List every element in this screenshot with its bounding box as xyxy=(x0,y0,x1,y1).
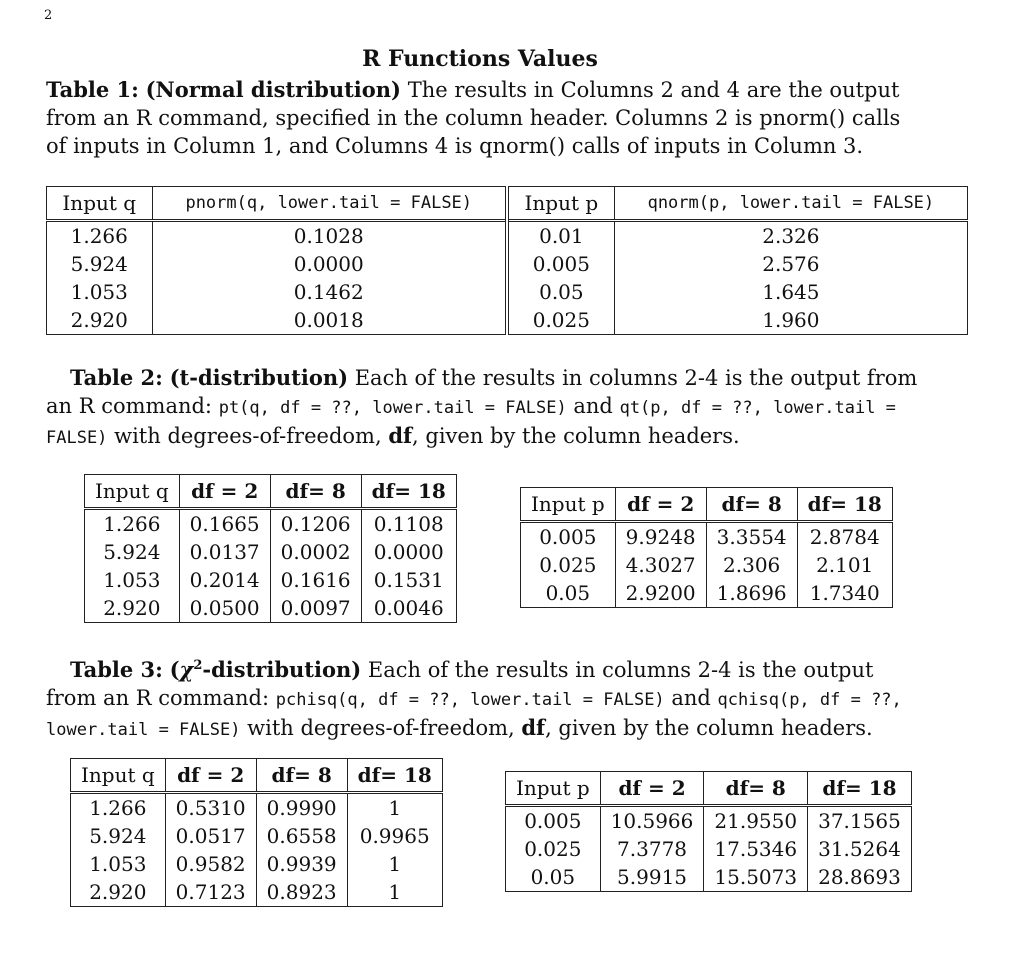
table-cell: 10.5966 xyxy=(600,806,704,836)
table-row xyxy=(85,509,457,539)
table-cell: 2.8784 xyxy=(797,522,892,552)
table1 xyxy=(46,186,968,335)
table3-left xyxy=(70,758,443,907)
table-cell: 9.9248 xyxy=(615,522,706,552)
table-cell: 0.01 xyxy=(507,221,614,251)
table-cell: 0.0517 xyxy=(165,822,256,850)
table-cell: 31.5264 xyxy=(808,835,912,863)
table3-heading-post: -distribution) xyxy=(202,657,362,682)
table-row xyxy=(506,835,912,863)
table3-caption-text-2: with degrees-of-freedom, xyxy=(247,716,515,740)
table3-right-header: df= 8 xyxy=(704,772,808,806)
table-cell: 0.1028 xyxy=(152,221,507,251)
table-cell: 21.9550 xyxy=(704,806,808,836)
table3-heading-pre: ( xyxy=(169,657,180,682)
table-cell: 0.0018 xyxy=(152,306,507,335)
table2-right-header: df = 2 xyxy=(615,488,706,522)
table-cell: 17.5346 xyxy=(704,835,808,863)
table-cell: 0.1108 xyxy=(361,509,456,539)
table-cell: 2.576 xyxy=(614,250,967,278)
table-row xyxy=(71,850,443,878)
table-row xyxy=(85,566,457,594)
table2-left-header: Input q xyxy=(85,475,180,509)
table2-caption-heading: (t-distribution) xyxy=(169,365,349,390)
table2-right-header: Input p xyxy=(521,488,616,522)
table-cell: 0.0500 xyxy=(179,594,270,623)
table2-right xyxy=(520,487,893,608)
table-cell: 0.6558 xyxy=(256,822,347,850)
table2-caption-text-2: with degrees-of-freedom, xyxy=(114,424,382,448)
table2-caption-label: Table 2: xyxy=(70,365,163,390)
table-row xyxy=(521,579,893,608)
table-row xyxy=(71,822,443,850)
table-cell: 0.005 xyxy=(507,250,614,278)
table-cell: 37.1565 xyxy=(808,806,912,836)
table3-right xyxy=(505,771,912,892)
table3-caption xyxy=(46,652,926,744)
table-cell: 1.266 xyxy=(85,509,180,539)
table-row xyxy=(521,551,893,579)
table-cell: 5.924 xyxy=(85,538,180,566)
chi-symbol: χ xyxy=(179,657,194,682)
table1-caption xyxy=(46,76,926,160)
table-cell: 2.306 xyxy=(706,551,797,579)
table-cell: 15.5073 xyxy=(704,863,808,892)
table-cell: 0.0000 xyxy=(152,250,507,278)
table-cell: 0.0046 xyxy=(361,594,456,623)
table-cell: 1.645 xyxy=(614,278,967,306)
table-cell: 1 xyxy=(347,878,442,907)
table2-right-header: df= 8 xyxy=(706,488,797,522)
table-cell: 0.0002 xyxy=(270,538,361,566)
table-cell: 0.05 xyxy=(521,579,616,608)
table3-left-header: Input q xyxy=(71,759,166,793)
table-cell: 1.960 xyxy=(614,306,967,335)
table2-df-word: df xyxy=(388,423,413,448)
table-row xyxy=(47,250,968,278)
table1-caption-heading: (Normal distribution) xyxy=(145,77,401,102)
table2-right-header: df= 18 xyxy=(797,488,892,522)
table-row xyxy=(85,538,457,566)
table-cell: 0.005 xyxy=(506,806,601,836)
table1-header: pnorm(q, lower.tail = FALSE) xyxy=(152,187,507,221)
table-cell: 0.8923 xyxy=(256,878,347,907)
table-cell: 1.8696 xyxy=(706,579,797,608)
table-cell: 5.924 xyxy=(47,250,153,278)
table-row xyxy=(506,806,912,836)
table-cell: 0.025 xyxy=(506,835,601,863)
table3-code-pchisq: pchisq(q, df = ??, lower.tail = FALSE) xyxy=(275,690,665,710)
table-cell: 2.920 xyxy=(71,878,166,907)
table3-code-qchisq: qchisq(p, df = ??, lower.tail = FALSE) xyxy=(46,690,902,740)
table-cell: 1.266 xyxy=(47,221,153,251)
chi-superscript: 2 xyxy=(193,658,203,673)
table3-left-header: df= 18 xyxy=(347,759,442,793)
table-row xyxy=(85,594,457,623)
page-number: 2 xyxy=(44,8,53,23)
table-cell: 0.9582 xyxy=(165,850,256,878)
table3-left-header: df= 8 xyxy=(256,759,347,793)
table-cell: 1.7340 xyxy=(797,579,892,608)
table3-caption-text: Each of the results in columns 2-4 is the output from an R command: xyxy=(46,658,874,710)
table-cell: 0.0097 xyxy=(270,594,361,623)
table-cell: 0.1665 xyxy=(179,509,270,539)
table3-df-word: df xyxy=(521,715,546,740)
table-cell: 2.920 xyxy=(47,306,153,335)
table-cell: 2.326 xyxy=(614,221,967,251)
page-title: R Functions Values xyxy=(362,46,598,72)
table-cell: 0.1462 xyxy=(152,278,507,306)
table-cell: 1.053 xyxy=(85,566,180,594)
table1-header: qnorm(p, lower.tail = FALSE) xyxy=(614,187,967,221)
table-cell: 0.9990 xyxy=(256,793,347,823)
table-cell: 0.9965 xyxy=(347,822,442,850)
table-cell: 1 xyxy=(347,793,442,823)
table-row xyxy=(47,221,968,251)
table2-caption-text: Each of the results in columns 2-4 is the output from an R command: xyxy=(46,366,918,418)
table2-code-pt: pt(q, df = ??, lower.tail = FALSE) xyxy=(218,398,567,418)
table2-left xyxy=(84,474,457,623)
table-cell: 5.924 xyxy=(71,822,166,850)
table-cell: 0.1206 xyxy=(270,509,361,539)
table-cell: 1.053 xyxy=(71,850,166,878)
table1-caption-label: Table 1: xyxy=(46,77,139,102)
table2-caption-text-3: , given by the column headers. xyxy=(412,424,740,448)
table-cell: 0.9939 xyxy=(256,850,347,878)
table-cell: 2.920 xyxy=(85,594,180,623)
table-cell: 28.8693 xyxy=(808,863,912,892)
table-row xyxy=(521,522,893,552)
table-cell: 1.266 xyxy=(71,793,166,823)
table-cell: 0.05 xyxy=(507,278,614,306)
table-cell: 0.025 xyxy=(521,551,616,579)
table-cell: 0.1616 xyxy=(270,566,361,594)
table-cell: 0.5310 xyxy=(165,793,256,823)
table2-caption xyxy=(46,364,926,452)
table1-header: Input p xyxy=(507,187,614,221)
table-cell: 1.053 xyxy=(47,278,153,306)
table-cell: 0.2014 xyxy=(179,566,270,594)
table1-header: Input q xyxy=(47,187,153,221)
table-row xyxy=(71,793,443,823)
table-cell: 0.025 xyxy=(507,306,614,335)
table-cell: 0.1531 xyxy=(361,566,456,594)
table-cell: 2.101 xyxy=(797,551,892,579)
table1-caption-text: The results in Columns 2 and 4 are the output from an R command, specified in the column header. Columns 2 is pnorm() calls of inputs in Column 1, and Columns 4 is qnorm() calls of inputs in Column 3. xyxy=(46,78,901,158)
table2-code-qt: qt(p, df = ??, lower.tail = FALSE) xyxy=(46,398,896,448)
table3-right-header: df= 18 xyxy=(808,772,912,806)
table-cell: 0.0000 xyxy=(361,538,456,566)
table3-right-header: df = 2 xyxy=(600,772,704,806)
table-cell: 1 xyxy=(347,850,442,878)
table-cell: 7.3778 xyxy=(600,835,704,863)
table-cell: 0.7123 xyxy=(165,878,256,907)
table-cell: 0.005 xyxy=(521,522,616,552)
table-cell: 2.9200 xyxy=(615,579,706,608)
table-cell: 5.9915 xyxy=(600,863,704,892)
table2-left-header: df= 8 xyxy=(270,475,361,509)
table3-caption-heading xyxy=(170,657,362,682)
table3-caption-and: and xyxy=(671,686,711,710)
table-row xyxy=(47,306,968,335)
table-cell: 4.3027 xyxy=(615,551,706,579)
table3-right-header: Input p xyxy=(506,772,601,806)
table-row xyxy=(71,878,443,907)
table-cell: 0.05 xyxy=(506,863,601,892)
table-row xyxy=(506,863,912,892)
table2-left-header: df= 18 xyxy=(361,475,456,509)
table3-caption-text-3: , given by the column headers. xyxy=(545,716,873,740)
table2-left-header: df = 2 xyxy=(179,475,270,509)
table3-left-header: df = 2 xyxy=(165,759,256,793)
table-cell: 3.3554 xyxy=(706,522,797,552)
table2-caption-and: and xyxy=(573,394,613,418)
table3-caption-label: Table 3: xyxy=(70,657,163,682)
table-cell: 0.0137 xyxy=(179,538,270,566)
table-row xyxy=(47,278,968,306)
